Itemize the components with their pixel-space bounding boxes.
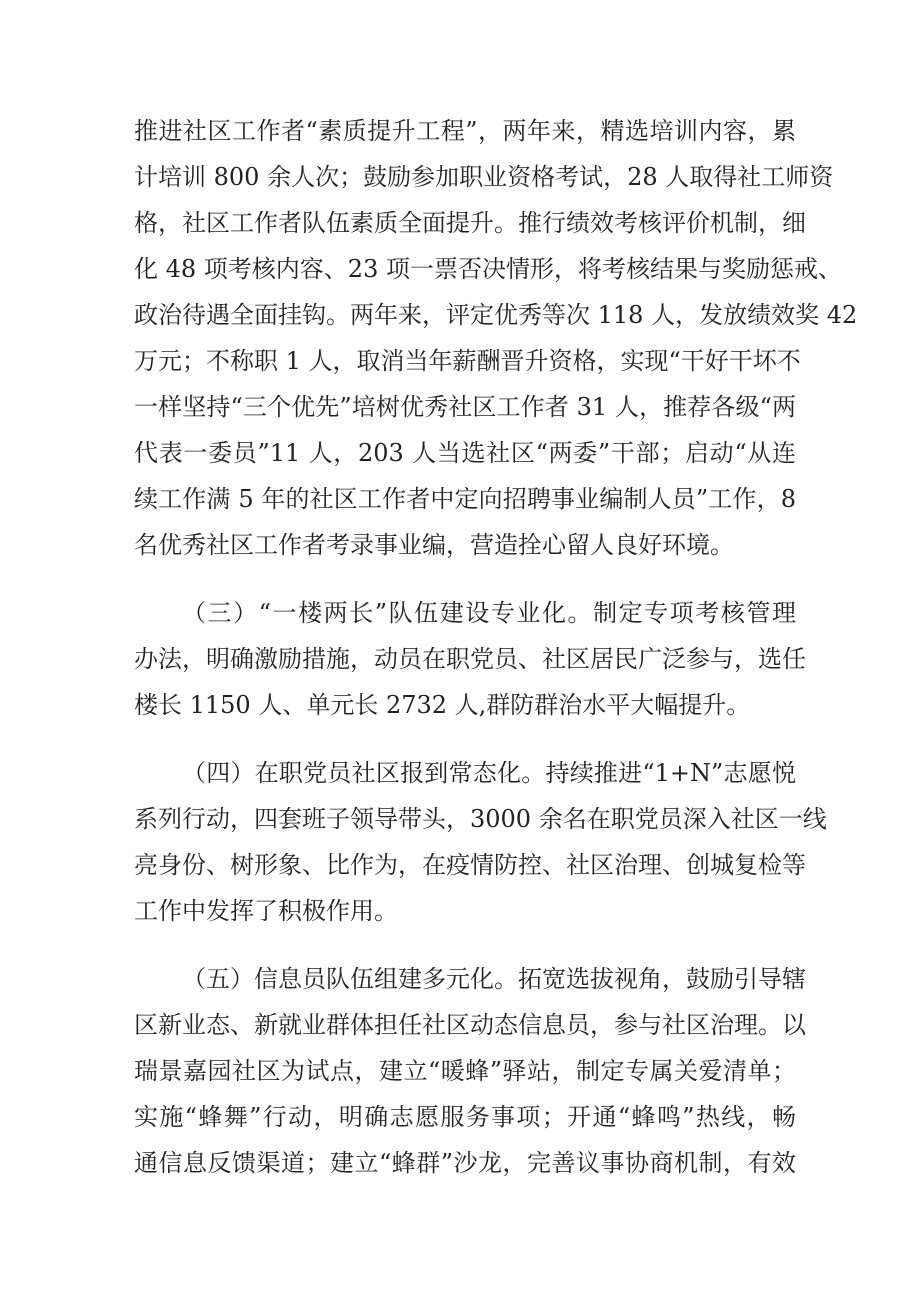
document-body [134,108,858,1186]
text-line: 代表一委员”11 人，203 人当选社区“两委”干部；启动“从连 [134,439,796,467]
text-line: 亮身份、树形象、比作为，在疫情防控、社区治理、创城复检等 [134,851,806,879]
text-line: （四）在职党员社区报到常态化。持续推进“1+N”志愿悦 [182,759,796,787]
text-line: 实施“蜂舞”行动，明确志愿服务事项；开通“蜂鸣”热线，畅 [134,1103,796,1131]
paragraph-information-officers [134,956,806,1186]
text-line: 计培训 800 余人次；鼓励参加职业资格考试，28 人取得社工师资 [134,163,834,191]
text-line: 名优秀社区工作者考录事业编，营造拴心留人良好环境。 [134,531,734,559]
text-line: （三）“一楼两长”队伍建设专业化。制定专项考核管理 [182,599,796,627]
text-line: 通信息反馈渠道；建立“蜂群”沙龙，完善议事协商机制，有效 [134,1149,796,1177]
text-line: 推进社区工作者“素质提升工程”，两年来，精选培训内容，累 [134,117,796,145]
text-line: 瑞景嘉园社区为试点，建立“暖蜂”驿站，制定专属关爱清单； [134,1057,796,1085]
text-line: 系列行动，四套班子领导带头，3000 余名在职党员深入社区一线 [134,805,827,833]
text-line: 万元；不称职 1 人，取消当年薪酬晋升资格，实现“干好干坏不 [134,347,801,375]
paragraph-party-members [134,750,827,934]
paragraph-building-leaders [134,590,806,728]
text-line: 区新业态、新就业群体担任社区动态信息员，参与社区治理。以 [134,1011,806,1039]
text-line: 工作中发挥了积极作用。 [134,897,398,925]
text-line: 续工作满 5 年的社区工作者中定向招聘事业编制人员”工作，8 [134,485,796,513]
paragraph-talent-development [134,108,858,568]
text-line: 化 48 项考核内容、23 项一票否决情形，将考核结果与奖励惩戒、 [134,255,842,283]
text-line: 楼长 1150 人、单元长 2732 人,群防群治水平大幅提升。 [134,691,751,719]
text-line: 政治待遇全面挂钩。两年来，评定优秀等次 118 人，发放绩效奖 42 [134,301,858,329]
text-line: 办法，明确激励措施，动员在职党员、社区居民广泛参与，选任 [134,645,806,673]
text-line: （五）信息员队伍组建多元化。拓宽选拔视角，鼓励引导辖 [182,965,806,993]
text-line: 一样坚持“三个优先”培树优秀社区工作者 31 人，推荐各级“两 [134,393,796,421]
text-line: 格，社区工作者队伍素质全面提升。推行绩效考核评价机制，细 [134,209,806,237]
